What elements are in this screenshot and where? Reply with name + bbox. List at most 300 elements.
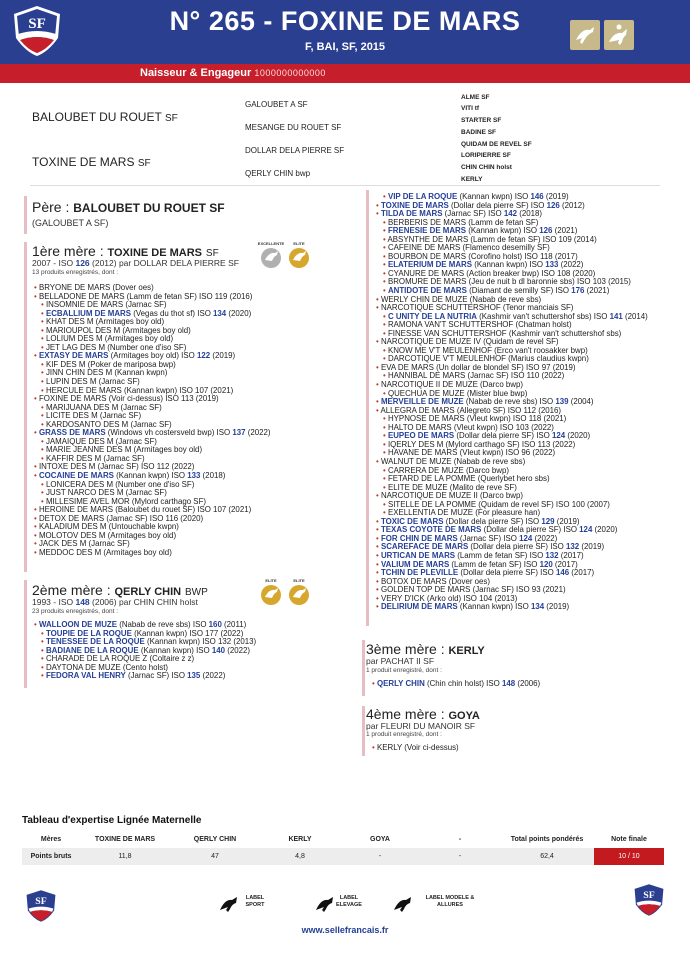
svg-text:SF: SF bbox=[643, 890, 655, 902]
bullet-icon: • bbox=[383, 414, 388, 424]
bullet-icon: • bbox=[383, 268, 388, 278]
horse-details: EVA DE MARS (Un dollar de blondel SF) ISO 97 (2019) bbox=[380, 362, 576, 372]
bullet-icon: • bbox=[41, 377, 46, 387]
bullet-icon: • bbox=[34, 291, 39, 301]
horse-details: ALLEGRA DE MARS (Allegreto SF) ISO 112 (2016) bbox=[380, 405, 562, 415]
iso-year: (2019) bbox=[543, 192, 569, 201]
horse-details: NARCOTIQUE SCHUTTERSHOF (Tenor manciais SF) bbox=[380, 303, 574, 313]
table-cell: 4,8 bbox=[260, 848, 340, 865]
iso-year: (2022) bbox=[558, 260, 584, 270]
bullet-icon: • bbox=[34, 547, 39, 557]
svg-text:ELITE: ELITE bbox=[293, 578, 305, 583]
bullet-icon: • bbox=[376, 200, 381, 210]
horse-details: (Jarnac SF) ISO bbox=[457, 533, 520, 543]
horse-details: (Windows vh costersveld bwp) ISO bbox=[105, 428, 233, 438]
horse-name: BADIANE DE LA ROQUE bbox=[45, 645, 139, 655]
bullet-icon: • bbox=[376, 550, 381, 560]
iso-year: (2020) bbox=[226, 308, 252, 318]
horse-details: BERBERIS DE MARS (Lamm de fetan SF) bbox=[387, 217, 539, 227]
horse-details: JUST NARCO DES M (Jarnac SF) bbox=[45, 488, 167, 498]
iso-score: 124 bbox=[551, 431, 566, 441]
dam2-info: 1993 - ISO 148 (2006) par CHIN CHIN holst bbox=[32, 597, 198, 607]
horse-details: (Lamm de fetan SF) ISO bbox=[449, 559, 540, 569]
list-item bbox=[370, 603, 648, 612]
iso-score: 133 bbox=[187, 471, 201, 481]
iso-year: (2020) bbox=[592, 525, 618, 535]
list-item bbox=[28, 672, 256, 681]
iso-year: (2021) bbox=[552, 226, 578, 236]
horse-name: SCAREFACE DE MARS bbox=[380, 542, 469, 552]
bullet-icon: • bbox=[383, 388, 388, 398]
section-bar bbox=[366, 190, 369, 626]
pedigree-g2-4: QERLY CHIN bwp bbox=[245, 169, 311, 178]
header-banner bbox=[0, 0, 690, 64]
iso-year: (2006) bbox=[515, 679, 541, 688]
bullet-icon: • bbox=[383, 251, 388, 261]
iso-score: 134 bbox=[530, 602, 545, 612]
bullet-icon: • bbox=[376, 397, 381, 407]
label-badges bbox=[570, 20, 634, 50]
bullet-icon: • bbox=[383, 345, 388, 355]
bullet-icon: • bbox=[41, 385, 46, 395]
horse-name: VIP DE LA ROQUE bbox=[387, 192, 458, 201]
sf-logo-icon bbox=[22, 888, 60, 924]
horse-details: HAVANE DE MARS (Vleut kwpn) ISO 96 (2022) bbox=[387, 448, 556, 458]
iso-year: (2011) bbox=[221, 620, 247, 629]
table-header: TOXINE DE MARS bbox=[80, 831, 170, 848]
horse-details: (Dollar dela pierre SF) ISO bbox=[443, 516, 542, 526]
table-cell: Points bruts bbox=[22, 848, 80, 865]
horse-details: KNOW ME V'T MEULENHOF (Erco van't roosakker bwp) bbox=[387, 345, 588, 355]
horse-details: MILLESIME AVEL MOR (Mylord carthago SF) bbox=[45, 496, 207, 506]
bullet-icon: • bbox=[383, 311, 388, 321]
breeder-value: 1000000000000 bbox=[254, 68, 326, 78]
horse-name: FRENESIE DE MARS bbox=[387, 226, 467, 236]
horse-details: JET LAG DES M (Number one d'iso SF) bbox=[45, 342, 187, 352]
dam2-heading: 2ème mère : QERLY CHIN BWP bbox=[32, 582, 208, 598]
iso-score: 135 bbox=[187, 671, 201, 681]
horse-details: WERLY CHIN DE MUZE (Nabab de reve sbs) bbox=[380, 294, 542, 304]
page-title: N° 265 - FOXINE DE MARS bbox=[169, 6, 521, 36]
horse-details: (Nabab de reve sbs) ISO bbox=[117, 620, 209, 629]
horse-details: HYPNOSE DE MARS (Vleut kwpn) ISO 118 (2021) bbox=[387, 414, 567, 424]
iso-score: 126 bbox=[539, 226, 553, 236]
bullet-icon: • bbox=[383, 422, 388, 432]
pedigree-g2-1: GALOUBET A SF bbox=[245, 100, 308, 109]
horse-details: (Chin chin holst) ISO bbox=[424, 679, 502, 688]
horse-name: MERVEILLE DE MUZE bbox=[380, 397, 464, 407]
breeder-label: Naisseur & Engageur bbox=[140, 67, 252, 79]
horse-details: BOURBON DE MARS (Corofino holst) ISO 118 (2017) bbox=[387, 251, 578, 261]
bullet-icon: • bbox=[376, 337, 381, 347]
horse-details: (Kannan kwpn) ISO bbox=[466, 226, 540, 236]
horse-details: JACK DES M (Jarnac SF) bbox=[38, 539, 130, 549]
label-modele-allures: LABEL MODELE & ALLURES bbox=[425, 895, 475, 908]
horse-rider-icon bbox=[604, 20, 634, 50]
bullet-icon: • bbox=[41, 445, 46, 455]
horse-details: KERLY (Voir ci-dessus) bbox=[376, 743, 459, 752]
horse-details: ABSYNTHE DE MARS (Lamm de fetan SF) ISO 109 (2014) bbox=[387, 234, 597, 244]
bullet-icon: • bbox=[383, 320, 388, 330]
bullet-icon: • bbox=[376, 593, 381, 603]
pedigree-g3-3: STARTER SF bbox=[461, 117, 502, 124]
bullet-icon: • bbox=[41, 671, 46, 681]
horse-details: LONICERA DES M (Number one d'iso SF) bbox=[45, 479, 195, 489]
horse-name: FEDORA VAL HENRY bbox=[45, 671, 126, 681]
iso-year: (2017) bbox=[552, 559, 578, 569]
horse-details: DAYTONA DE MUZE (Cento holst) bbox=[45, 662, 169, 672]
horse-name: FOR CHIN DE MARS bbox=[380, 533, 458, 543]
bullet-icon: • bbox=[376, 559, 381, 569]
horse-details: KARDOSANTO DES M (Jarnac SF) bbox=[45, 419, 172, 429]
expertise-table bbox=[22, 831, 664, 865]
iso-year: (2020) bbox=[565, 431, 591, 441]
pedigree-g2-3: DOLLAR DELA PIERRE SF bbox=[245, 146, 345, 155]
horse-details: KHAT DES M (Armitages boy old) bbox=[45, 317, 165, 327]
dam4-heading: 4ème mère : GOYA bbox=[366, 706, 480, 722]
bullet-icon: • bbox=[376, 491, 381, 501]
iso-year: (2012) bbox=[559, 200, 585, 210]
section-bar bbox=[24, 196, 27, 234]
horse-name: DELIRIUM DE MARS bbox=[380, 602, 458, 612]
bullet-icon: • bbox=[376, 602, 381, 612]
iso-score: 160 bbox=[208, 620, 222, 629]
section-bar bbox=[362, 640, 365, 696]
bullet-icon: • bbox=[376, 362, 381, 372]
section-bar bbox=[24, 242, 27, 572]
list-item bbox=[366, 680, 540, 689]
bullet-icon: • bbox=[383, 508, 388, 518]
horse-details: HERCULE DE MARS (Kannan kwpn) ISO 107 (2021) bbox=[45, 385, 234, 395]
table-header: GOYA bbox=[340, 831, 420, 848]
horse-name: VALIUM DE MARS bbox=[380, 559, 450, 569]
horse-details: RAMONA VAN'T SCHUTTERSHOF (Chatman holst) bbox=[387, 320, 572, 330]
bullet-icon: • bbox=[41, 342, 46, 352]
medal-elite-icon bbox=[286, 240, 312, 270]
horse-details: (Dollar dela pierre SF) ISO bbox=[454, 431, 552, 441]
horse-details: CARRERA DE MUZE (Darco bwp) bbox=[387, 465, 509, 475]
horse-details: MARIE JEANNE DES M (Armitages boy old) bbox=[45, 445, 203, 455]
bullet-icon: • bbox=[34, 428, 39, 438]
horse-details: MARIJUANA DES M (Jarnac SF) bbox=[45, 402, 162, 412]
horse-details: BROMURE DE MARS (Jeu de nuit b dl baronnie sbs) ISO 103 (2015) bbox=[387, 277, 631, 287]
iso-year: (2018) bbox=[517, 209, 543, 219]
horse-details: NARCOTIQUE II DE MUZE (Darco bwp) bbox=[380, 380, 524, 390]
bullet-icon: • bbox=[383, 328, 388, 338]
bullet-icon: • bbox=[383, 277, 388, 287]
iso-score: 137 bbox=[232, 428, 246, 438]
horse-details: MOLOTOV DES M (Armitages boy old) bbox=[38, 530, 177, 540]
label-elevage: LABEL ELEVAGE bbox=[336, 895, 362, 908]
pedigree-g3-5: QUIDAM DE REVEL SF bbox=[461, 141, 532, 148]
dam4-produits: 1 produit enregistré, dont : bbox=[366, 731, 442, 738]
bullet-icon: • bbox=[383, 234, 388, 244]
iso-score: 146 bbox=[530, 192, 544, 201]
iso-year: (2022) bbox=[245, 428, 271, 438]
pedigree-sire: BALOUBET DU ROUET SF bbox=[32, 110, 178, 124]
horse-details: (Kannan kwpn) ISO bbox=[457, 602, 531, 612]
horse-name: TEXAS COYOTE DE MARS bbox=[380, 525, 482, 535]
bullet-icon: • bbox=[41, 368, 46, 378]
bullet-icon: • bbox=[376, 294, 381, 304]
medal-excellente-icon bbox=[258, 240, 284, 270]
iso-year: (2022) bbox=[200, 671, 226, 681]
divider bbox=[30, 185, 660, 186]
bullet-icon: • bbox=[34, 539, 39, 549]
dam3-produce-list bbox=[366, 680, 540, 689]
dam1-produits: 13 produits enregistrés, dont : bbox=[32, 269, 118, 276]
dam3-produits: 1 produit enregistré, dont : bbox=[366, 667, 442, 674]
bullet-icon: • bbox=[383, 226, 388, 236]
bullet-icon: • bbox=[41, 453, 46, 463]
iso-year: (2018) bbox=[200, 471, 226, 481]
iso-year: (2014) bbox=[622, 311, 648, 321]
svg-text:SF: SF bbox=[35, 896, 47, 908]
iso-score: 120 bbox=[539, 559, 553, 569]
horse-details: QUECHUA DE MUZE (Mister blue bwp) bbox=[387, 388, 528, 398]
horse-jump-icon bbox=[570, 20, 600, 50]
horse-details: FOXINE DE MARS (Voir ci-dessus) ISO 113 (2019) bbox=[38, 394, 219, 404]
medal-elite-icon bbox=[258, 577, 284, 607]
bullet-icon: • bbox=[41, 662, 46, 672]
bullet-icon: • bbox=[372, 679, 377, 688]
iso-score: 134 bbox=[213, 308, 227, 318]
bullet-icon: • bbox=[383, 260, 388, 270]
bullet-icon: • bbox=[34, 471, 39, 481]
horse-details: BELLADONE DE MARS (Lamm de fetan SF) ISO 119 (2016) bbox=[38, 291, 253, 301]
horse-details: (Lamm de fetan SF) ISO bbox=[455, 550, 546, 560]
horse-name: TOXIC DE MARS bbox=[380, 516, 444, 526]
iso-year: (2017) bbox=[569, 568, 595, 578]
horse-details: BOTOX DE MARS (Dover oes) bbox=[380, 576, 491, 586]
svg-text:ELITE: ELITE bbox=[265, 578, 277, 583]
bullet-icon: • bbox=[41, 411, 46, 421]
bullet-icon: • bbox=[383, 482, 388, 492]
horse-details: HEROINE DE MARS (Baloubet du rouet SF) ISO 107 (2021) bbox=[38, 505, 252, 515]
dam3-info: par PACHAT II SF bbox=[366, 656, 435, 666]
medal-elite-icon bbox=[286, 577, 312, 607]
bullet-icon: • bbox=[41, 637, 46, 647]
horse-details: SITELLE DE LA POMME (Quidam de revel SF) ISO 100 (2007) bbox=[387, 499, 610, 509]
horse-name: COCAINE DE MARS bbox=[38, 471, 114, 481]
horse-name: EUPEO DE MARS bbox=[387, 431, 455, 441]
dam2-produits: 23 produits enregistrés, dont : bbox=[32, 608, 118, 615]
bullet-icon: • bbox=[383, 439, 388, 449]
bullet-icon: • bbox=[376, 380, 381, 390]
table-header: - bbox=[420, 831, 500, 848]
bullet-icon: • bbox=[41, 628, 46, 638]
bullet-icon: • bbox=[376, 516, 381, 526]
iso-score: 142 bbox=[503, 209, 518, 219]
horse-details: CYANURE DE MARS (Action breaker bwp) ISO 108 (2020) bbox=[387, 268, 596, 278]
horse-details: (Kannan kwpn) ISO 177 (2022) bbox=[131, 628, 244, 638]
bullet-icon: • bbox=[376, 303, 381, 313]
pedigree-g3-6: LORIPIERRE SF bbox=[461, 152, 511, 159]
label-modele-icon bbox=[392, 895, 414, 913]
sf-logo-icon bbox=[8, 4, 66, 58]
bullet-icon: • bbox=[34, 394, 39, 404]
iso-score: 126 bbox=[546, 200, 560, 210]
horse-details: FETARD DE LA POMME (Querlybet hero sbs) bbox=[387, 474, 550, 484]
expertise-title: Tableau d'expertise Lignée Maternelle bbox=[22, 815, 202, 826]
bullet-icon: • bbox=[383, 371, 388, 381]
label-sport-icon bbox=[218, 895, 240, 913]
horse-details: (Armitages boy old) ISO bbox=[108, 351, 197, 361]
dam4-produce-list bbox=[366, 744, 459, 753]
dam4-info: par FLEURI DU MANOIR SF bbox=[366, 721, 476, 731]
bullet-icon: • bbox=[376, 456, 381, 466]
iso-score: 139 bbox=[555, 397, 569, 407]
site-link[interactable]: www.sellefrancais.fr bbox=[301, 925, 389, 935]
sire-heading: Père : BALOUBET DU ROUET SF bbox=[32, 199, 225, 215]
bullet-icon: • bbox=[41, 436, 46, 446]
horse-details: NARCOTIQUE DE MUZE IV (Quidam de revel SF) bbox=[380, 337, 559, 347]
bullet-icon: • bbox=[41, 645, 46, 655]
pedigree-g2-2: MESANGE DU ROUET SF bbox=[245, 123, 342, 132]
bullet-icon: • bbox=[41, 308, 46, 318]
iso-year: (2022) bbox=[225, 645, 251, 655]
bullet-icon: • bbox=[34, 522, 39, 532]
horse-details: JAMAIQUE DES M (Jarnac SF) bbox=[45, 436, 157, 446]
iso-score: 132 bbox=[566, 542, 580, 552]
horse-details: HALTO DE MARS (Vleut kwpn) ISO 103 (2022) bbox=[387, 422, 554, 432]
pedigree-g3-7: CHIN CHIN holst bbox=[461, 164, 512, 171]
sire-sub: (GALOUBET A SF) bbox=[32, 218, 109, 228]
pedigree-g3-2: VITI tf bbox=[461, 105, 480, 112]
horse-details: CAFEINE DE MARS (Flamenco desemilly SF) bbox=[387, 243, 550, 253]
dam3-heading: 3ème mère : KERLY bbox=[366, 641, 485, 657]
iso-score: 129 bbox=[541, 516, 555, 526]
iso-year: (2017) bbox=[558, 550, 584, 560]
iso-year: (2021) bbox=[584, 286, 610, 296]
horse-details: MARIOUPOL DES M (Armitages boy old) bbox=[45, 325, 191, 335]
section-bar bbox=[362, 706, 365, 756]
horse-name: TCHIN DE PLEVILLE bbox=[380, 568, 459, 578]
bullet-icon: • bbox=[34, 513, 39, 523]
bullet-icon: • bbox=[41, 654, 46, 664]
list-item bbox=[366, 744, 459, 753]
bullet-icon: • bbox=[41, 402, 46, 412]
iso-score: 141 bbox=[609, 311, 623, 321]
horse-details: DARCOTIQUE V'T MEULENHOF (Marius claudius kwpn) bbox=[387, 354, 589, 364]
horse-details: (Kannan kwpn) ISO bbox=[113, 471, 188, 481]
bullet-icon: • bbox=[41, 317, 46, 327]
bullet-icon: • bbox=[383, 354, 388, 364]
svg-text:SF: SF bbox=[28, 16, 46, 32]
horse-details: BRYONE DE MARS (Dover oes) bbox=[38, 283, 154, 292]
horse-details: (Jarnac SF) ISO bbox=[125, 671, 188, 681]
horse-details: JINN CHIN DES M (Kannan kwpn) bbox=[45, 368, 168, 378]
horse-name: ECBALLIUM DE MARS bbox=[45, 308, 132, 318]
horse-details: (Vegas du thot sf) ISO bbox=[131, 308, 214, 318]
bullet-icon: • bbox=[41, 496, 46, 506]
iso-score: 133 bbox=[545, 260, 559, 270]
horse-name: TOUPIE DE LA ROQUE bbox=[45, 628, 132, 638]
horse-details: HANNIBAL DE MARS (Jarnac SF) ISO 110 (2022) bbox=[387, 371, 565, 381]
horse-details: (Jarnac SF) ISO bbox=[442, 209, 504, 219]
bullet-icon: • bbox=[383, 192, 388, 201]
horse-details: LOLIUM DES M (Armitages boy old) bbox=[45, 334, 174, 344]
bullet-icon: • bbox=[383, 448, 388, 458]
horse-name: WALLOON DE MUZE bbox=[38, 620, 117, 629]
table-row bbox=[22, 848, 664, 865]
horse-details: (Kannan kwpn) ISO bbox=[472, 260, 546, 270]
bullet-icon: • bbox=[41, 325, 46, 335]
iso-year: (2022) bbox=[532, 533, 558, 543]
table-header: Note finale bbox=[594, 831, 664, 848]
table-header: Mères bbox=[22, 831, 80, 848]
horse-name: ANTIDOTE DE MARS bbox=[387, 286, 467, 296]
table-header: KERLY bbox=[260, 831, 340, 848]
page-subtitle: F, BAI, SF, 2015 bbox=[304, 41, 386, 53]
bullet-icon: • bbox=[383, 499, 388, 509]
final-score-cell: 10 / 10 bbox=[594, 848, 664, 865]
breeder-band bbox=[0, 64, 690, 83]
bullet-icon: • bbox=[41, 419, 46, 429]
table-header: QERLY CHIN bbox=[170, 831, 260, 848]
dam2-produce-list bbox=[28, 621, 256, 681]
bullet-icon: • bbox=[41, 479, 46, 489]
bullet-icon: • bbox=[41, 488, 46, 498]
iso-year: (2019) bbox=[210, 351, 236, 361]
bullet-icon: • bbox=[41, 359, 46, 369]
horse-details: WALNUT DE MUZE (Nabab de reve sbs) bbox=[380, 456, 526, 466]
label-sport: LABEL SPORT bbox=[245, 895, 265, 908]
horse-details: (Kannan kwpn) ISO bbox=[457, 192, 531, 201]
horse-details: INTOXE DES M (Jarnac SF) ISO 112 (2022) bbox=[38, 462, 195, 472]
pedigree-g3-8: KERLY bbox=[461, 176, 483, 183]
bullet-icon: • bbox=[383, 474, 388, 484]
horse-details: EXELLENTIA DE MUZE (For pleasure han) bbox=[387, 508, 541, 518]
horse-details: (Diamant de semilly SF) ISO bbox=[466, 286, 572, 296]
horse-details: CHARADE DE LA ROQUE Z (Coltaire z z) bbox=[45, 654, 195, 664]
bullet-icon: • bbox=[383, 286, 388, 296]
horse-details: (Dollar dela pierre SF) ISO bbox=[448, 200, 547, 210]
table-cell: - bbox=[340, 848, 420, 865]
table-cell: 62,4 bbox=[500, 848, 594, 865]
table-cell: - bbox=[420, 848, 500, 865]
bullet-icon: • bbox=[376, 405, 381, 415]
bullet-icon: • bbox=[34, 283, 39, 292]
table-cell: 47 bbox=[170, 848, 260, 865]
horse-details: KALADIUM DES M (Untouchable kwpn) bbox=[38, 522, 179, 532]
iso-year: (2019) bbox=[544, 602, 570, 612]
horse-details: (Kannan kwpn) ISO 132 (2013) bbox=[144, 637, 257, 647]
dam1-heading: 1ère mère : TOXINE DE MARS SF bbox=[32, 243, 219, 259]
iso-score: 176 bbox=[571, 286, 585, 296]
section-bar bbox=[24, 580, 27, 688]
iso-score: 140 bbox=[211, 645, 226, 655]
sf-logo-icon bbox=[630, 882, 668, 918]
bullet-icon: • bbox=[34, 620, 39, 629]
bullet-icon: • bbox=[376, 209, 381, 219]
horse-details: LUPIN DES M (Jarnac SF) bbox=[45, 377, 140, 387]
bullet-icon: • bbox=[383, 465, 388, 475]
iso-year: (2019) bbox=[554, 516, 580, 526]
horse-name: QERLY CHIN bbox=[376, 679, 425, 688]
bullet-icon: • bbox=[383, 217, 388, 227]
bullet-icon: • bbox=[376, 525, 381, 535]
horse-details: GOLDEN TOP DE MARS (Jarnac SF) ISO 93 (2021) bbox=[380, 585, 566, 595]
horse-details: LICITE DES M (Jarnac SF) bbox=[45, 411, 142, 421]
iso-score: 124 bbox=[519, 533, 533, 543]
horse-details: DETOX DE MARS (Jarnac SF) ISO 116 (2020) bbox=[38, 513, 204, 523]
horse-details: MEDDOC DES M (Armitages boy old) bbox=[38, 547, 172, 557]
horse-name: URTICAN DE MARS bbox=[380, 550, 456, 560]
bullet-icon: • bbox=[41, 300, 46, 310]
horse-details: (Kannan kwpn) ISO bbox=[138, 645, 212, 655]
bullet-icon: • bbox=[383, 431, 388, 441]
